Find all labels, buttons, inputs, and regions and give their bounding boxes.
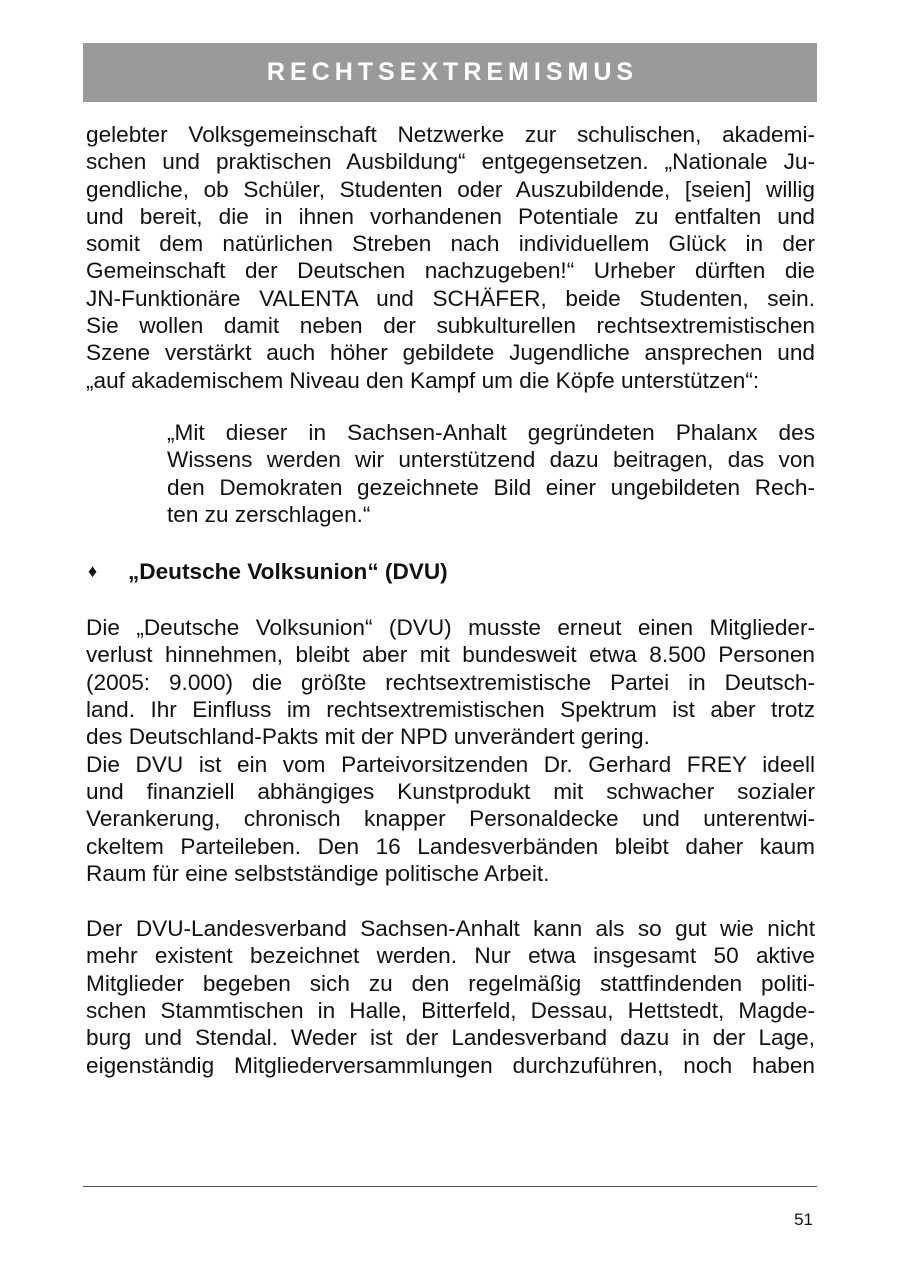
chapter-header	[83, 43, 817, 102]
text-line: mehr existent bezeichnet werden. Nur etwa insgesamt 50 aktive	[86, 943, 815, 969]
text-line: burg und Stendal. Weder ist der Landesverband dazu in der Lage,	[86, 1025, 815, 1051]
text-line: Die „Deutsche Volksunion“ (DVU) musste erneut einen Mitglieder-	[86, 615, 815, 641]
text-line: ckeltem Parteileben. Den 16 Landesverbänden bleibt daher kaum	[86, 833, 815, 859]
text-line: (2005: 9.000) die größte rechtsextremistische Partei in Deutsch-	[86, 669, 815, 695]
dvu-paragraph-2	[86, 751, 815, 887]
text-line: verlust hinnehmen, bleibt aber mit bundesweit etwa 8.500 Personen	[86, 642, 815, 668]
dvu-paragraph-3	[86, 915, 815, 1079]
quote-line: Wissens werden wir unterstützend dazu beitragen, das von	[167, 447, 815, 473]
quote-line: „Mit dieser in Sachsen-Anhalt gegründeten Phalanx des	[167, 419, 815, 445]
text-line: des Deutschland-Pakts mit der NPD unverändert gering.	[86, 724, 650, 750]
block-quote	[167, 419, 815, 528]
text-line: schen Stammtischen in Halle, Bitterfeld, Dessau, Hettstedt, Magde-	[86, 998, 815, 1024]
text-line: und bereit, die in ihnen vorhandenen Potentiale zu entfalten und	[86, 203, 815, 229]
section-heading	[86, 556, 815, 586]
text-line: Gemeinschaft der Deutschen nachzugeben!“ Urheber dürften die	[86, 258, 815, 284]
quote-line: den Demokraten gezeichnete Bild einer ungebildeten Rech-	[167, 474, 815, 500]
text-line: land. Ihr Einfluss im rechtsextremistischen Spektrum ist aber trotz	[86, 697, 815, 723]
page-body	[86, 121, 815, 1079]
quote-line: ten zu zerschlagen.“	[167, 501, 371, 527]
text-line: Raum für eine selbstständige politische Arbeit.	[86, 860, 550, 886]
text-line: Sie wollen damit neben der subkulturellen rechtsextremistischen	[86, 313, 815, 339]
text-line: Die DVU ist ein vom Parteivorsitzenden Dr. Gerhard FREY ideell	[86, 751, 815, 777]
section-heading-text: „Deutsche Volksunion“ (DVU)	[128, 558, 448, 584]
chapter-title: RECHTSEXTREMISMUS	[266, 58, 639, 86]
text-line: JN-Funktionäre VALENTA und SCHÄFER, beide Studenten, sein.	[86, 285, 815, 311]
intro-paragraph	[86, 121, 815, 394]
text-line: gendliche, ob Schüler, Studenten oder Auszubildende, [seien] willig	[86, 176, 815, 202]
footer-divider	[83, 1186, 817, 1187]
text-line: somit dem natürlichen Streben nach individuellem Glück in der	[86, 231, 815, 257]
text-line: Mitglieder begeben sich zu den regelmäßig stattfindenden politi-	[86, 970, 815, 996]
text-line: Szene verstärkt auch höher gebildete Jugendliche ansprechen und	[86, 340, 815, 366]
text-line: Der DVU-Landesverband Sachsen-Anhalt kann als so gut wie nicht	[86, 916, 815, 942]
page-number: 51	[794, 1210, 813, 1229]
text-line: Verankerung, chronisch knapper Personaldecke und unterentwi-	[86, 806, 815, 832]
text-line: eigenständig Mitgliederversammlungen durchzuführen, noch haben	[86, 1052, 815, 1078]
text-line: gelebter Volksgemeinschaft Netzwerke zur schulischen, akademi-	[86, 122, 815, 147]
dvu-paragraph-1	[86, 614, 815, 750]
text-line: und finanziell abhängiges Kunstprodukt mit schwacher sozialer	[86, 778, 815, 804]
diamond-bullet-icon: ♦	[88, 560, 98, 581]
text-line: schen und praktischen Ausbildung“ entgegensetzen. „Nationale Ju-	[86, 149, 815, 175]
text-line: „auf akademischem Niveau den Kampf um die Köpfe unterstützen“:	[86, 367, 760, 393]
